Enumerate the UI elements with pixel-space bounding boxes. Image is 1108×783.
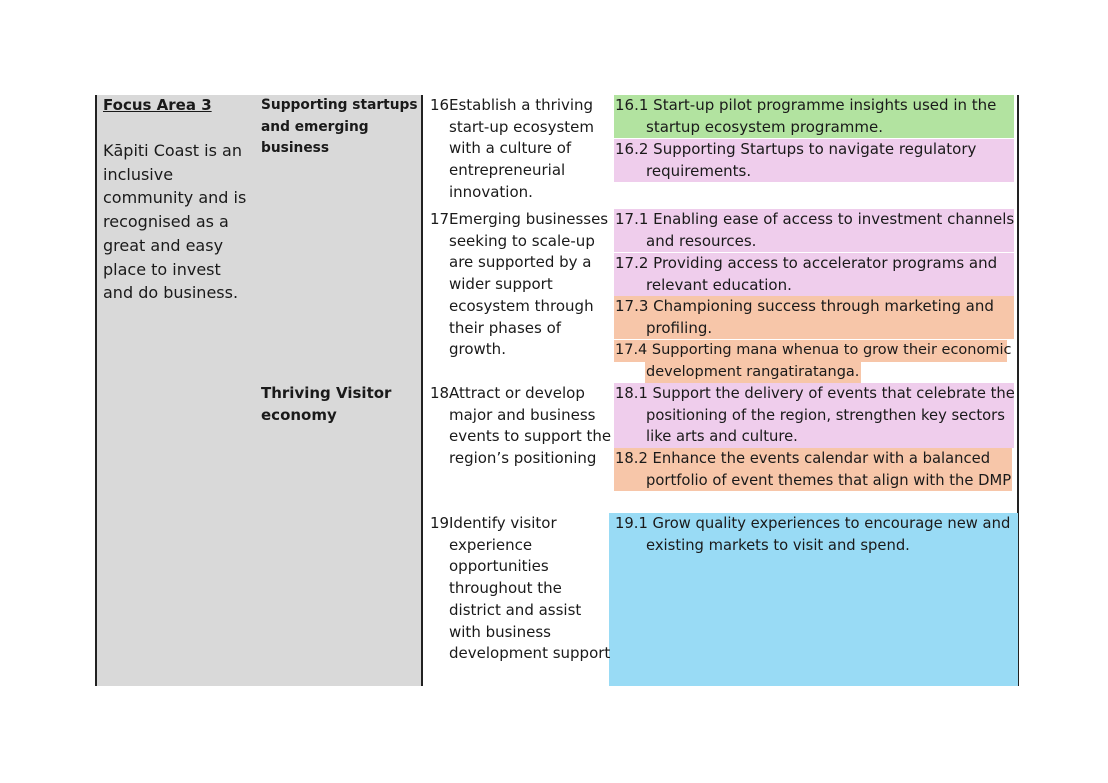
objective-18: Attract or develop major and business events to support the region’s positioning [449, 384, 612, 468]
objective-16: Establish a thriving start-up ecosystem with a culture of entrepreneurial innovation. [449, 96, 595, 201]
theme-visitor-economy: Thriving Visitor economy [261, 384, 392, 424]
objective-number: 17 [430, 210, 450, 228]
action-17-4: 17.4 Supporting mana whenua to grow their economic development rangatiratanga. [615, 342, 1012, 380]
action-19-1: 19.1 Grow quality experiences to encourage new and existing markets to visit and spend. [615, 515, 1011, 554]
action-18-1: 18.1 Support the delivery of events that celebrate the positioning of the region, strengthen key sectors like arts and culture. [615, 385, 1015, 446]
action-17-2: 17.2 Providing access to accelerator programs and relevant education. [615, 254, 998, 294]
theme-startups: Supporting startups and emerging business [261, 97, 418, 157]
action-18-2: 18.2 Enhance the events calendar with a balanced portfolio of event themes that align with the DMP [615, 450, 1012, 489]
action-16-2: 16.2 Supporting Startups to navigate regulatory requirements. [615, 140, 977, 180]
focus-area-heading: Focus Area 3 [103, 96, 212, 114]
objective-number: 19 [430, 514, 450, 532]
objective-number: 18 [430, 384, 450, 402]
objective-17: Emerging businesses seeking to scale-up are supported by a wider support ecosystem through their phases of growth. [449, 210, 609, 359]
objective-number: 16 [430, 96, 450, 114]
objective-19: Identify visitor experience opportunities throughout the district and assist with business development support [449, 514, 611, 663]
action-17-3: 17.3 Championing success through marketing and profiling. [615, 297, 994, 337]
focus-area-description: Kāpiti Coast is an inclusive community and is recognised as a great and easy place to invest and do business. [103, 141, 247, 303]
action-16-1: 16.1 Start-up pilot programme insights used in the startup ecosystem programme. [615, 96, 997, 136]
action-17-1: 17.1 Enabling ease of access to investment channels and resources. [615, 210, 1015, 250]
